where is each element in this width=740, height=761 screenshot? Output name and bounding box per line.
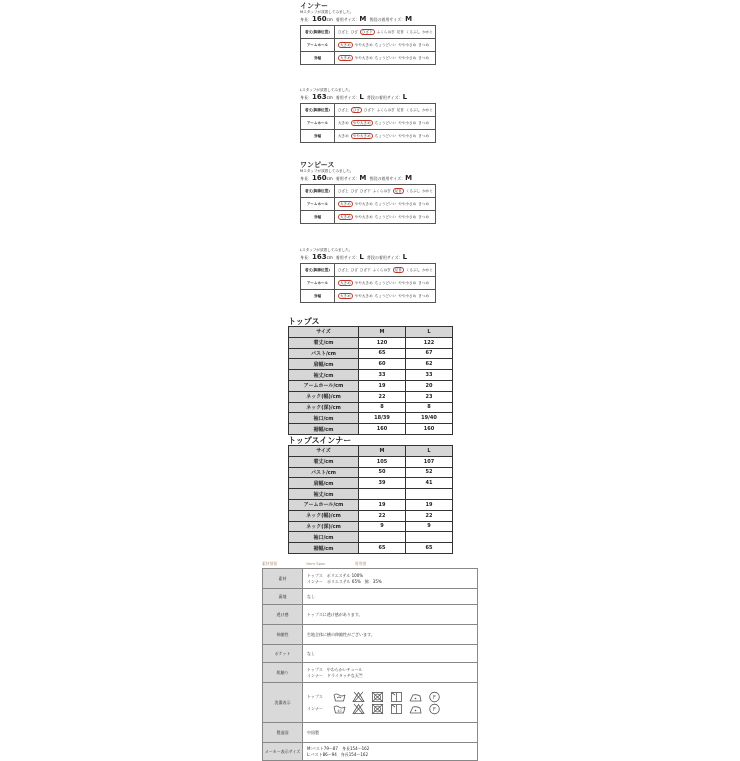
spec-line: 中国製: [307, 729, 319, 735]
size-value: 8: [359, 402, 406, 413]
size-value: 41: [406, 478, 453, 489]
fit-option-selected: やや大きめ: [352, 120, 371, 125]
spec-row: [263, 569, 478, 589]
fit-option: ふくらはぎ: [372, 267, 391, 272]
fit-option: やや小さめ: [398, 120, 417, 125]
size-value: 107: [406, 456, 453, 467]
fit-option: きつめ: [418, 201, 429, 206]
fit-guide-wear-label: 着用サイズ：: [335, 17, 360, 22]
spec-row: [263, 683, 478, 723]
size-row-label: ネック(深)/cm: [289, 521, 359, 532]
no-bleach-icon: [352, 691, 365, 703]
fit-guide-usual-label: 普段の着用サイズ：: [366, 255, 403, 260]
fit-guide-title: インナー: [300, 2, 328, 10]
spec-line: なし: [307, 650, 315, 656]
line-dry-icon: [390, 691, 403, 703]
size-header-cell: L: [406, 446, 453, 457]
fit-guide-row-label: 身幅: [301, 130, 335, 143]
spec-row-label: 肌触り: [263, 663, 303, 683]
fit-guide-title: ワンピース: [300, 161, 335, 169]
fit-guide-table: [300, 103, 436, 143]
size-table-row: [289, 380, 453, 391]
fit-guide-options: [334, 117, 435, 130]
size-value: [359, 489, 406, 500]
spec-row-value: [303, 625, 478, 645]
fit-option: ひざ: [350, 29, 358, 34]
fit-option: ちょうどいい: [374, 120, 397, 125]
spec-row-value: [303, 663, 478, 683]
size-row-label: 肩幅/cm: [289, 359, 359, 370]
size-value: 20: [406, 380, 453, 391]
tumble-dry-prohibited-icon: [371, 703, 384, 715]
spec-line: L:バスト86〜94 身長154〜162: [307, 751, 369, 757]
fit-option: ひざ上: [337, 267, 349, 272]
dry-clean-f-icon: [428, 691, 441, 703]
care-row: [307, 691, 477, 703]
fit-option: ふくらはぎ: [372, 188, 391, 193]
fit-option: きつめ: [418, 293, 429, 298]
spec-header: [262, 561, 394, 567]
fit-option-selected: 足首: [394, 267, 402, 272]
fit-option: ちょうどいい: [374, 42, 397, 47]
spec-line: トップス ポリエステル 100%: [307, 572, 364, 578]
size-table-row: [289, 456, 453, 467]
spec-row-label: メーカー表示サイズ: [263, 743, 303, 761]
fit-guide-row: [301, 290, 436, 303]
size-value: 22: [359, 391, 406, 402]
fit-guide-options: [334, 26, 435, 39]
fit-guide-table: [300, 25, 436, 65]
fit-option: ちょうどいい: [374, 201, 397, 206]
spec-header-fit: 着用感: [354, 561, 367, 566]
fit-option: やや小さめ: [398, 133, 417, 138]
size-row-label: バスト/cm: [289, 467, 359, 478]
size-row-label: 袖口/cm: [289, 413, 359, 424]
fit-option: やや小さめ: [398, 293, 417, 298]
spec-line: トップスに透け感があります。: [307, 611, 363, 617]
size-table-inner: [288, 445, 453, 554]
tumble-dry-prohibited-icon: [371, 691, 384, 703]
fit-option: きつめ: [418, 133, 429, 138]
size-row-label: ネック(幅)/cm: [289, 510, 359, 521]
size-row-label: アームホール/cm: [289, 499, 359, 510]
size-row-label: バスト/cm: [289, 348, 359, 359]
fit-guide-options: [334, 211, 435, 224]
size-table-row: [289, 370, 453, 381]
fit-guide-options: [334, 52, 435, 65]
size-value: 19: [359, 499, 406, 510]
fit-guide-row-label: アームホール: [301, 198, 335, 211]
size-value: 52: [406, 467, 453, 478]
fit-guide-height-unit: cm: [326, 176, 333, 181]
fit-option: くるぶし: [405, 107, 421, 112]
size-table-row: [289, 391, 453, 402]
size-table-row: [289, 337, 453, 348]
fit-guide-height-label: 身長：: [300, 255, 312, 260]
fit-option: ちょうどいい: [374, 55, 397, 60]
spec-row-value: [303, 645, 478, 663]
spec-header-itemspec: Item Spec: [306, 561, 326, 566]
size-table-header: [289, 446, 453, 457]
size-value: 65: [359, 543, 406, 554]
fit-option: ちょうどいい: [374, 293, 397, 298]
fit-guide-height-unit: cm: [326, 255, 333, 260]
spec-row-value: [303, 605, 478, 625]
fit-guide-measure: [300, 174, 440, 184]
size-value: [406, 489, 453, 500]
size-value: 67: [406, 348, 453, 359]
fit-option: 足首: [396, 29, 404, 34]
fit-guide-options: [334, 264, 435, 277]
size-value: 33: [359, 370, 406, 381]
fit-option: ひざ上: [337, 107, 349, 112]
fit-guide-row: [301, 277, 436, 290]
spec-row-value: [303, 743, 478, 761]
size-header-cell: L: [406, 327, 453, 338]
size-row-label: 着丈/cm: [289, 456, 359, 467]
size-table-row: [289, 499, 453, 510]
size-value: 18/39: [359, 413, 406, 424]
fit-guide-row: [301, 117, 436, 130]
size-value: 62: [406, 359, 453, 370]
fit-guide-row-label: アームホール: [301, 277, 335, 290]
fit-guide-height-label: 身長：: [300, 17, 312, 22]
size-value: 65: [359, 348, 406, 359]
fit-guide-row: [301, 39, 436, 52]
fit-guide-height-label: 身長：: [300, 176, 312, 181]
care-row: [307, 703, 477, 715]
size-value: 33: [406, 370, 453, 381]
fit-guide-height-unit: cm: [326, 17, 333, 22]
spec-row-label: 透け感: [263, 605, 303, 625]
fit-option: ひざ上: [337, 188, 349, 193]
fit-guide-row-label: 身幅: [301, 52, 335, 65]
fit-guide-row-label: 着丈(脚線位置): [301, 264, 335, 277]
size-table-title: トップスインナー: [288, 436, 352, 445]
fit-guide-row: [301, 264, 436, 277]
fit-guide-staff: Mスタッフが試着してみました。: [300, 169, 354, 173]
fit-option-selected: 大きめ: [339, 42, 351, 47]
size-table-row: [289, 489, 453, 500]
fit-option: くるぶし: [405, 267, 421, 272]
fit-guide-row-label: 身幅: [301, 211, 335, 224]
size-value: 160: [406, 424, 453, 435]
fit-guide-table: [300, 263, 436, 303]
spec-row-label: 素材: [263, 569, 303, 589]
fit-guide-1: [300, 2, 440, 65]
fit-guide-measure: [300, 93, 440, 103]
fit-guide-row-label: 着丈(脚線位置): [301, 185, 335, 198]
size-value: 122: [406, 337, 453, 348]
fit-option: やや大きめ: [354, 293, 373, 298]
size-value: 39: [359, 478, 406, 489]
spec-row-value: [303, 589, 478, 605]
fit-option: やや小さめ: [398, 42, 417, 47]
fit-option: 大きめ: [337, 120, 349, 125]
line-dry-icon: [390, 703, 403, 715]
spec-row: [263, 589, 478, 605]
size-table-row: [289, 413, 453, 424]
fit-option-selected: 大きめ: [339, 214, 351, 219]
fit-guide-options: [334, 185, 435, 198]
fit-guide-table: [300, 184, 436, 224]
size-value: 105: [359, 456, 406, 467]
size-header-cell: サイズ: [289, 446, 359, 457]
fit-guide-height: 160: [312, 174, 327, 182]
fit-guide-measure: [300, 253, 440, 263]
size-header-cell: M: [359, 446, 406, 457]
care-label: トップス: [307, 693, 323, 699]
spec-line: インナー ドライタッチな天竺: [307, 672, 363, 678]
fit-option: ちょうどいい: [374, 133, 397, 138]
fit-guide-options: [334, 39, 435, 52]
size-row-label: ネック(深)/cm: [289, 402, 359, 413]
fit-option: やや小さめ: [398, 214, 417, 219]
fit-guide-row: [301, 130, 436, 143]
spec-table: [262, 568, 478, 761]
size-header-cell: サイズ: [289, 327, 359, 338]
size-value: 19: [406, 499, 453, 510]
svg-text:40: 40: [337, 708, 342, 713]
size-value: [406, 532, 453, 543]
fit-guide-row: [301, 185, 436, 198]
fit-option-selected: 大きめ: [339, 293, 351, 298]
fit-option: やや大きめ: [354, 280, 373, 285]
fit-guide-row-label: アームホール: [301, 117, 335, 130]
size-table-tops: [288, 326, 453, 435]
spec-line: インナー ポリエステル 65% 綿 35%: [307, 578, 382, 584]
size-value: 160: [359, 424, 406, 435]
fit-guide-2: [300, 88, 440, 143]
fit-option: やや小さめ: [398, 201, 417, 206]
size-value: 60: [359, 359, 406, 370]
fit-guide-options: [334, 277, 435, 290]
size-table-title: トップス: [288, 317, 320, 326]
fit-guide-3: [300, 161, 440, 224]
fit-option: ふくらはぎ: [376, 107, 395, 112]
spec-header-material: 素材情報: [262, 561, 278, 566]
fit-guide-usual-size: M: [405, 15, 413, 23]
fit-guide-options: [334, 130, 435, 143]
spec-row-value: [303, 569, 478, 589]
fit-guide-usual-size: L: [402, 253, 408, 261]
fit-option: くるぶし: [405, 188, 421, 193]
fit-guide-wear-size: M: [359, 15, 367, 23]
size-row-label: アームホール/cm: [289, 380, 359, 391]
fit-option: かかと: [422, 267, 433, 272]
spec-row-label: ポケット: [263, 645, 303, 663]
size-table-header: [289, 327, 453, 338]
fit-option: かかと: [422, 188, 433, 193]
fit-guide-staff: Lスタッフが試着してみました。: [300, 248, 353, 252]
size-value: 50: [359, 467, 406, 478]
size-header-cell: M: [359, 327, 406, 338]
spec-row-label: 製造国: [263, 723, 303, 743]
fit-option: やや大きめ: [354, 201, 373, 206]
size-value: 19: [359, 380, 406, 391]
size-table-row: [289, 543, 453, 554]
size-value: 22: [406, 510, 453, 521]
spec-row-label: 洗濯表示: [263, 683, 303, 723]
size-value: 9: [359, 521, 406, 532]
fit-guide-row-label: 着丈(脚線位置): [301, 104, 335, 117]
fit-option: きつめ: [418, 280, 429, 285]
fit-guide-wear-size: L: [359, 93, 364, 101]
fit-option: やや大きめ: [354, 214, 373, 219]
size-row-label: 袖口/cm: [289, 532, 359, 543]
spec-line: トップス やわらかいチュール: [307, 666, 363, 672]
fit-guide-usual-label: 普段の着用サイズ：: [366, 95, 403, 100]
spec-row-label: 裏地: [263, 589, 303, 605]
fit-option: ふくらはぎ: [376, 29, 395, 34]
size-table-row: [289, 402, 453, 413]
fit-guide-height: 163: [312, 253, 327, 261]
fit-option: やや小さめ: [398, 55, 417, 60]
fit-option: きつめ: [418, 42, 429, 47]
fit-option-selected: ひざ下: [361, 29, 373, 34]
fit-option: きつめ: [418, 55, 429, 60]
spec-row: [263, 625, 478, 645]
size-row-label: 裾幅/cm: [289, 424, 359, 435]
wash-40-icon: [333, 703, 346, 715]
fit-guide-measure: [300, 15, 440, 25]
size-value: 8: [406, 402, 453, 413]
size-table-row: [289, 521, 453, 532]
size-row-label: 袖丈/cm: [289, 489, 359, 500]
size-table-row: [289, 359, 453, 370]
fit-guide-usual-label: 普段の着用サイズ：: [369, 17, 406, 22]
fit-guide-row: [301, 211, 436, 224]
size-row-label: 袖丈/cm: [289, 370, 359, 381]
size-value: 22: [359, 510, 406, 521]
size-row-label: 肩幅/cm: [289, 478, 359, 489]
fit-guide-wear-label: 着用サイズ：: [335, 176, 360, 181]
fit-guide-staff: Mスタッフが試着してみました。: [300, 10, 354, 14]
fit-option-selected: 大きめ: [339, 55, 351, 60]
iron-low-icon: [409, 691, 422, 703]
spec-line: なし: [307, 593, 315, 599]
spec-line: 生地全体に横の伸縮性がございます。: [307, 631, 375, 637]
spec-row: [263, 663, 478, 683]
size-value: [359, 532, 406, 543]
fit-guide-row-label: 身幅: [301, 290, 335, 303]
fit-guide-height: 163: [312, 93, 327, 101]
size-value: 23: [406, 391, 453, 402]
size-value: 19/40: [406, 413, 453, 424]
care-label: インナー: [307, 705, 323, 711]
spec-line: M:バスト79〜87 身長154〜162: [307, 745, 370, 751]
fit-option: かかと: [422, 107, 433, 112]
fit-option: やや小さめ: [398, 280, 417, 285]
spec-row-label: 伸縮性: [263, 625, 303, 645]
fit-option: ちょうどいい: [374, 280, 397, 285]
fit-option: 大きめ: [337, 133, 349, 138]
fit-option: ひざ下: [359, 267, 371, 272]
fit-guide-height-label: 身長：: [300, 95, 312, 100]
svg-text:F: F: [433, 694, 436, 701]
fit-guide-options: [334, 198, 435, 211]
fit-guide-row: [301, 26, 436, 39]
fit-guide-options: [334, 290, 435, 303]
fit-option: ひざ: [350, 267, 358, 272]
spec-row: [263, 743, 478, 761]
fit-guide-height-unit: cm: [326, 95, 333, 100]
size-table-row: [289, 348, 453, 359]
fit-option-selected: 大きめ: [339, 280, 351, 285]
size-table-row: [289, 510, 453, 521]
fit-guide-wear-label: 着用サイズ：: [335, 95, 360, 100]
fit-option: くるぶし: [405, 29, 421, 34]
size-row-label: ネック(幅)/cm: [289, 391, 359, 402]
fit-option-selected: やや大きめ: [352, 133, 371, 138]
fit-option: ひざ下: [363, 107, 375, 112]
hand-wash-icon: [333, 691, 346, 703]
size-table-row: [289, 532, 453, 543]
spec-row: [263, 645, 478, 663]
size-row-label: 裾幅/cm: [289, 543, 359, 554]
size-table-row: [289, 467, 453, 478]
fit-option-selected: 足首: [394, 188, 402, 193]
fit-option: やや大きめ: [354, 42, 373, 47]
spec-row-value: [303, 683, 478, 723]
size-table-row: [289, 424, 453, 435]
size-value: 9: [406, 521, 453, 532]
fit-guide-wear-size: L: [359, 253, 364, 261]
size-table-row: [289, 478, 453, 489]
fit-guide-usual-size: M: [405, 174, 413, 182]
fit-guide-usual-label: 普段の着用サイズ：: [369, 176, 406, 181]
fit-option: やや大きめ: [354, 55, 373, 60]
fit-option: きつめ: [418, 214, 429, 219]
fit-guide-row: [301, 104, 436, 117]
fit-guide-row-label: アームホール: [301, 39, 335, 52]
fit-guide-options: [334, 104, 435, 117]
fit-option-selected: 大きめ: [339, 201, 351, 206]
fit-guide-staff: Lスタッフが試着してみました。: [300, 88, 353, 92]
size-value: 65: [406, 543, 453, 554]
svg-text:F: F: [433, 706, 436, 713]
fit-guide-usual-size: L: [402, 93, 408, 101]
spec-row: [263, 605, 478, 625]
dry-clean-f-icon: [428, 703, 441, 715]
fit-guide-row: [301, 52, 436, 65]
fit-guide-row-label: 着丈(脚線位置): [301, 26, 335, 39]
fit-option: ちょうどいい: [374, 214, 397, 219]
fit-option: かかと: [422, 29, 433, 34]
fit-guide-height: 160: [312, 15, 327, 23]
size-value: 120: [359, 337, 406, 348]
fit-option: ひざ: [350, 188, 358, 193]
iron-low-icon: [409, 703, 422, 715]
fit-guide-row: [301, 198, 436, 211]
fit-option: ひざ下: [359, 188, 371, 193]
fit-guide-4: [300, 248, 440, 303]
fit-guide-wear-size: M: [359, 174, 367, 182]
size-row-label: 着丈/cm: [289, 337, 359, 348]
no-bleach-icon: [352, 703, 365, 715]
fit-guide-wear-label: 着用サイズ：: [335, 255, 360, 260]
fit-option: 足首: [396, 107, 404, 112]
fit-option: ひざ上: [337, 29, 349, 34]
fit-option: きつめ: [418, 120, 429, 125]
fit-option-selected: ひざ: [352, 107, 360, 112]
